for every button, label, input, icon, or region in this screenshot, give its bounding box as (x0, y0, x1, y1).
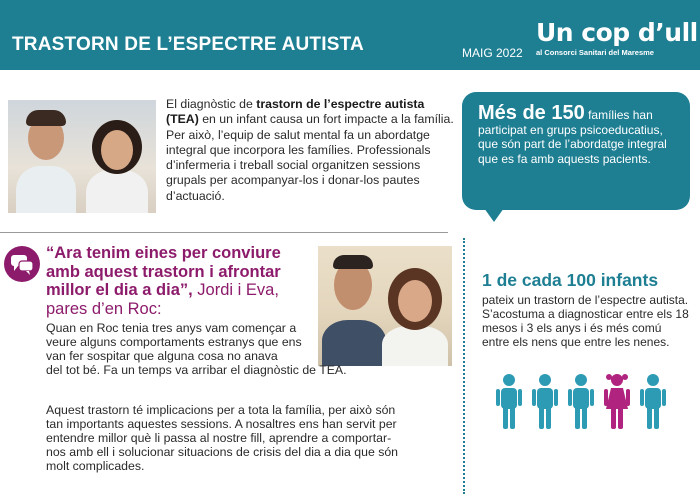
testimony-p1-rest: del tot bé. Fa un temps va arribar el diagnòstic de TEA. (46, 363, 347, 377)
prevalence-stat (482, 270, 692, 349)
testimony-paragraph-2: Aquest trastorn té implicacions per a tota la família, per això són tan importants aquestes sessions. A nosaltres ens han servit per entendre millor què li passa al nostre fill, aprendre a comportar-nos amb ell i solucionar situacions de crisis del dia a dia que són molt complicades. (46, 403, 399, 473)
bubble-tail (484, 208, 504, 222)
boy-figure-icon (532, 374, 558, 429)
testimony-paragraph-1 (46, 321, 406, 377)
boy-figure-icon (640, 374, 666, 429)
testimony-p1-narrow: Quan en Roc tenia tres anys vam començar a veure alguns comportaments estranys que ens van fer sospitar que alguna cosa no anava (46, 321, 302, 363)
families-stat-bubble (462, 92, 690, 210)
children-pictogram (492, 373, 672, 431)
prevalence-number: 1 de cada 100 infants (482, 270, 659, 290)
families-stat-caption: famílies han participat en grups psicoeducatius, que són part de l’abordatge integral que es fa amb aquests pacients. (478, 108, 667, 166)
intro-lead: El diagnòstic de (166, 97, 257, 111)
quote-attribution: Jordi i Eva, pares d’en Roc: (46, 281, 279, 318)
chat-bubbles-icon (4, 246, 40, 282)
testimony-quote (46, 244, 308, 318)
families-stat-number: Més de 150 (478, 102, 585, 124)
boy-figure-icon (496, 374, 522, 429)
intro-body: en un infant causa un fort impacte a la família. Per això, l’equip de salut mental fa un abordatge integral que incorpora les famílies. Professionals d’infermeria i treball social organitzen sessions grupals per acompanyar-los i donar-los pautes d’actuació. (166, 112, 454, 203)
dotted-divider (463, 238, 465, 494)
families-stat-text (478, 102, 678, 166)
professionals-photo (8, 100, 156, 213)
section-divider (0, 232, 448, 233)
logo-name: Un cop d’ull (536, 18, 698, 47)
page-title: TRASTORN DE L’ESPECTRE AUTISTA (12, 34, 364, 55)
prevalence-caption: pateix un trastorn de l’espectre autista. S’acostuma a diagnosticar entre els 18 mesos i 3 els anys i és més comú entre els nens que entre les nenes. (482, 293, 689, 349)
intro-paragraph (166, 97, 454, 204)
girl-figure-icon (604, 374, 630, 429)
boy-figure-icon (568, 374, 594, 429)
publication-logo (536, 18, 696, 57)
issue-date: MAIG 2022 (462, 46, 523, 60)
header-banner (0, 0, 700, 70)
logo-subtitle: al Consorci Sanitari del Maresme (536, 48, 654, 57)
quote-text: “Ara tenim eines per conviure amb aquest trastorn i afrontar millor el dia a dia”, (46, 244, 281, 299)
intro-term: trastorn de l’espectre autista (TEA) (166, 97, 425, 127)
